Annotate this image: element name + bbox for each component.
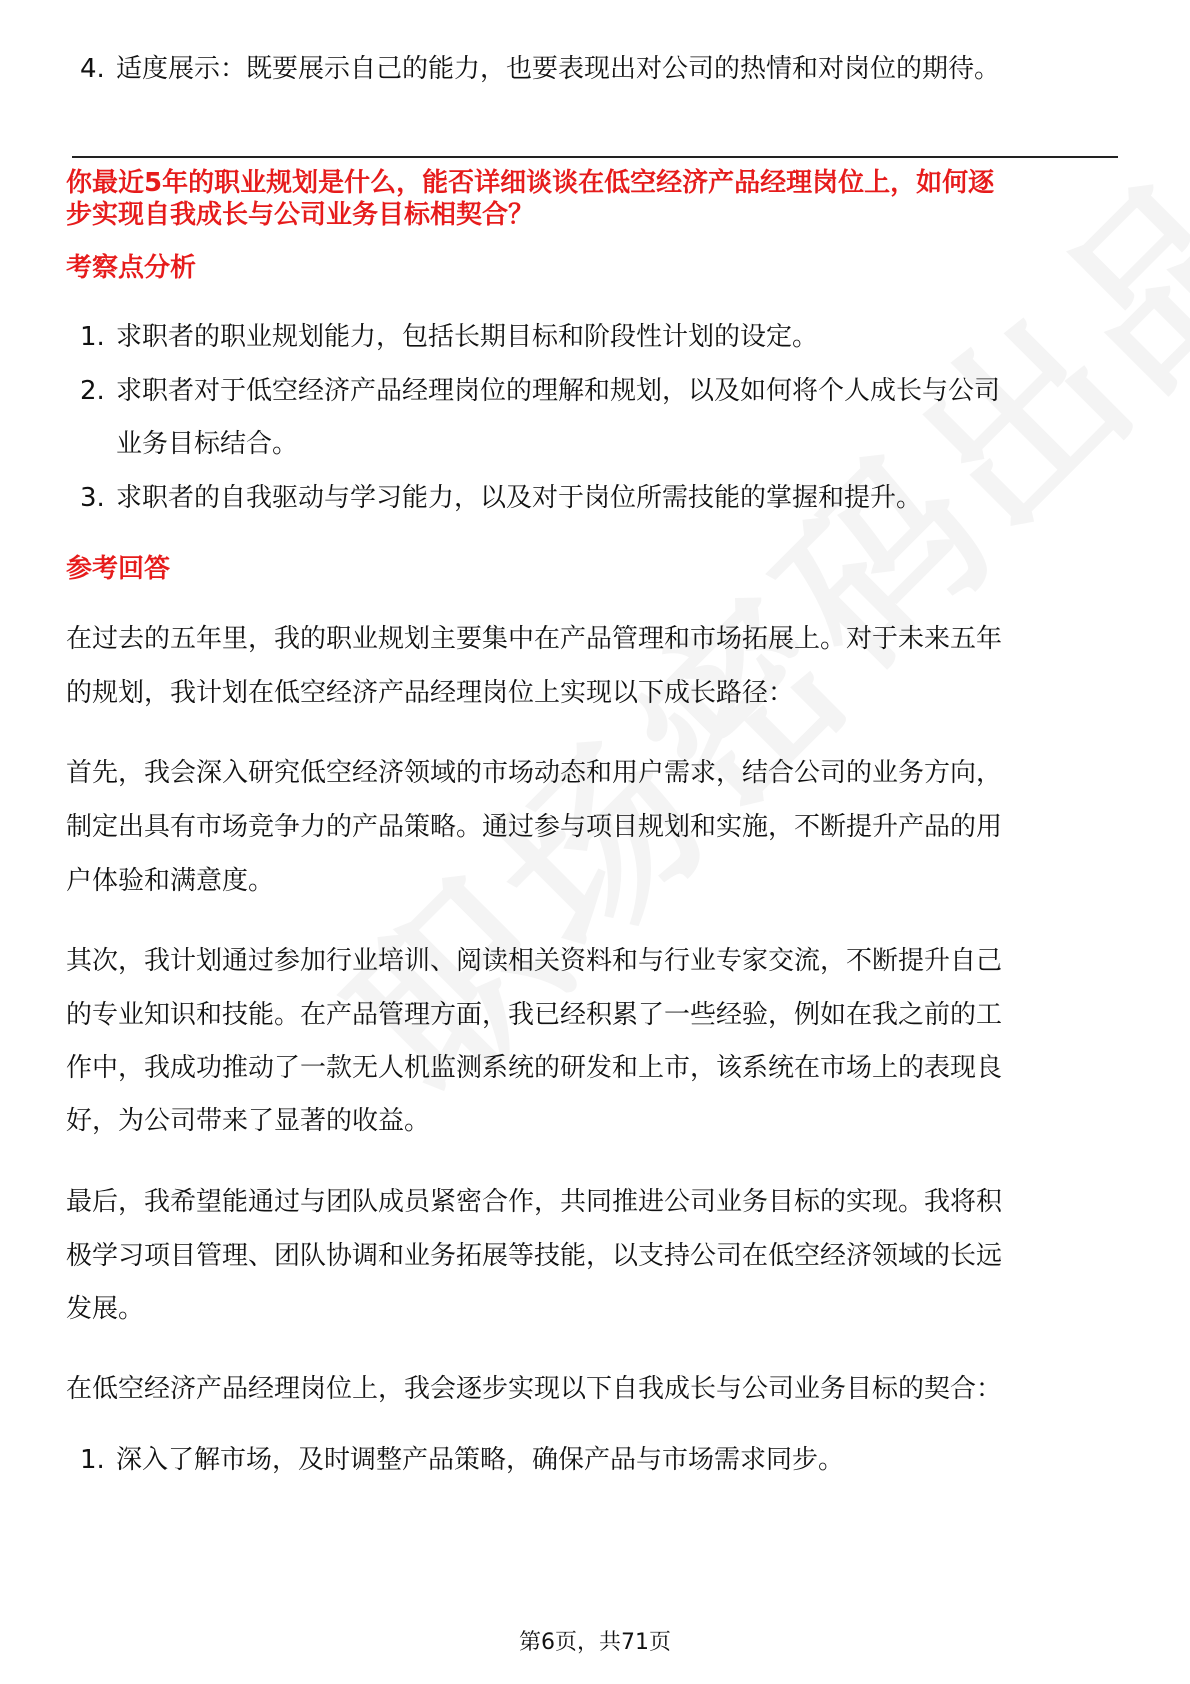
paragraph-line: 户体验和满意度。 [66,866,275,896]
answer-heading: 参考回答 [66,554,171,584]
paragraph-line: 的规划，我计划在低空经济产品经理岗位上实现以下成长路径： [66,678,795,708]
analysis-item-number: 2. [80,376,105,406]
list-item-text: 适度展示：既要展示自己的能力，也要表现出对公司的热情和对岗位的期待。 [116,54,1001,84]
paragraph-line: 在低空经济产品经理岗位上，我会逐步实现以下自我成长与公司业务目标的契合： [66,1374,1003,1404]
paragraph-line: 首先，我会深入研究低空经济领域的市场动态和用户需求，结合公司的业务方向， [66,758,1003,788]
paragraph-line: 最后，我希望能通过与团队成员紧密合作，共同推进公司业务目标的实现。我将积 [66,1187,1003,1217]
answer-list-number: 1. [80,1445,105,1475]
paragraph-line: 的专业知识和技能。在产品管理方面，我已经积累了一些经验，例如在我之前的工 [66,1000,1003,1030]
paragraph-line: 好，为公司带来了显著的收益。 [66,1106,431,1136]
paragraph-line: 作中，我成功推动了一款无人机监测系统的研发和上市，该系统在市场上的表现良 [66,1053,1003,1083]
question-line-2: 步实现自我成长与公司业务目标相契合？ [66,200,535,230]
analysis-item-text: 求职者的职业规划能力，包括长期目标和阶段性计划的设定。 [116,322,819,352]
page-number: 第6页，共71页 [519,1630,671,1655]
analysis-item-text-continued: 业务目标结合。 [116,429,299,459]
paragraph-line: 其次，我计划通过参加行业培训、阅读相关资料和与行业专家交流，不断提升自己 [66,946,1003,976]
paragraph-line: 发展。 [66,1294,145,1324]
analysis-item-text: 求职者对于低空经济产品经理岗位的理解和规划，以及如何将个人成长与公司 [116,376,1001,406]
question-line-1: 你最近5年的职业规划是什么，能否详细谈谈在低空经济产品经理岗位上，如何逐 [66,168,995,198]
list-number: 4. [80,54,105,84]
answer-list-text: 深入了解市场，及时调整产品策略，确保产品与市场需求同步。 [116,1445,845,1475]
analysis-item-number: 1. [80,322,105,352]
analysis-item-text: 求职者的自我驱动与学习能力，以及对于岗位所需技能的掌握和提升。 [116,483,923,513]
paragraph-line: 制定出具有市场竞争力的产品策略。通过参与项目规划和实施，不断提升产品的用 [66,812,1003,842]
analysis-item-number: 3. [80,483,105,513]
section-divider [72,156,1118,158]
paragraph-line: 在过去的五年里，我的职业规划主要集中在产品管理和市场拓展上。对于未来五年 [66,624,1003,654]
paragraph-line: 极学习项目管理、团队协调和业务拓展等技能，以支持公司在低空经济领域的长远 [66,1241,1003,1271]
analysis-heading: 考察点分析 [66,253,197,283]
